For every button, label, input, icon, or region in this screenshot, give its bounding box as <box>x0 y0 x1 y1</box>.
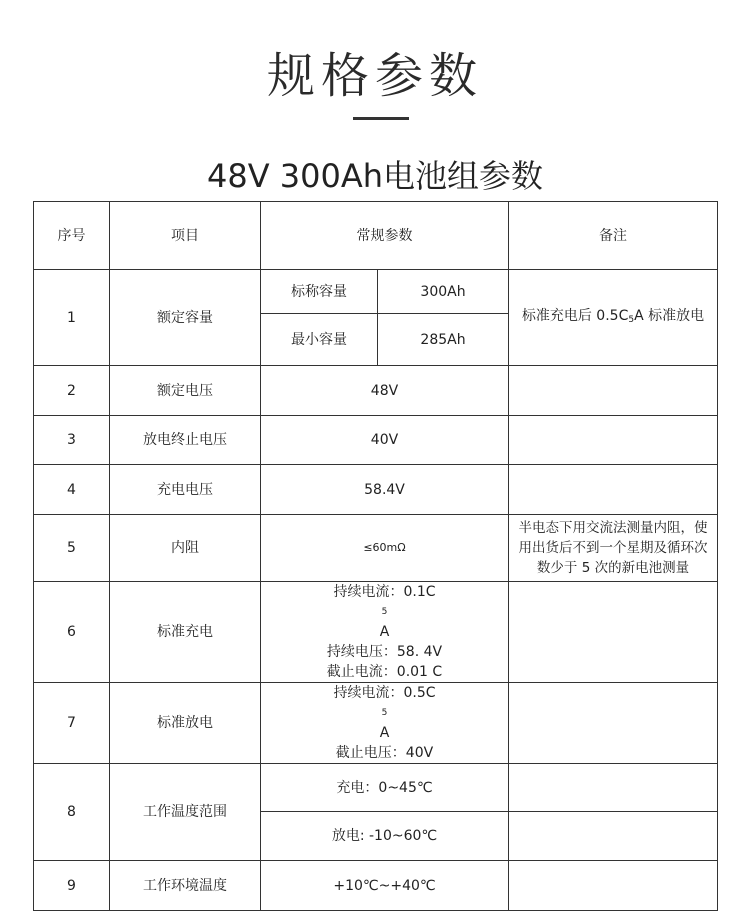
value-line <box>263 683 506 743</box>
remark-line: 数少于 5 次的新电池测量 <box>536 560 690 576</box>
page-title: 规格参数 <box>266 48 483 104</box>
row-no: 5 <box>34 515 110 582</box>
subscript: 5 <box>628 314 635 325</box>
table-row <box>34 515 718 582</box>
row-value <box>261 683 509 764</box>
row-value: 48V <box>261 366 509 416</box>
row-item: 标准充电 <box>110 582 261 683</box>
value-line: 持续电压：58. 4V <box>326 644 443 660</box>
value-line: 截止电流：0.01 C <box>326 664 443 680</box>
row-item: 工作温度范围 <box>110 764 261 861</box>
sub-value: 285Ah <box>378 314 509 366</box>
value-line <box>263 582 506 642</box>
row-item: 工作环境温度 <box>110 861 261 911</box>
sub-value: 300Ah <box>378 270 509 314</box>
row-value: 40V <box>261 416 509 465</box>
row-item: 内阻 <box>110 515 261 582</box>
remark-text: A 标准放电 <box>634 307 705 324</box>
header-no: 序号 <box>34 202 110 270</box>
row-value: ≤60mΩ <box>261 515 509 582</box>
remark-line: 用出货后不到一个星期及循环次 <box>518 540 708 556</box>
table-row <box>34 465 718 515</box>
table-row <box>34 366 718 416</box>
value-text: A <box>379 725 390 741</box>
row-no: 8 <box>34 764 110 861</box>
value-text: 持续电流：0.1C <box>333 584 436 600</box>
row-value <box>261 582 509 683</box>
spec-table <box>33 201 718 911</box>
title-underline <box>353 117 409 120</box>
row-remark <box>509 582 718 683</box>
row-no: 2 <box>34 366 110 416</box>
table-row <box>34 582 718 683</box>
row-value-discharge: 放电: -10~60℃ <box>261 812 509 861</box>
remark-line: 半电态下用交流法测量内阻，使 <box>518 520 708 536</box>
row-remark <box>509 465 718 515</box>
row-no: 9 <box>34 861 110 911</box>
header-item: 项目 <box>110 202 261 270</box>
row-remark <box>509 683 718 764</box>
header-remarks: 备注 <box>509 202 718 270</box>
table-row <box>34 683 718 764</box>
remark-text: 标准充电后 0.5C <box>521 307 629 324</box>
row-remark <box>509 366 718 416</box>
row-remark <box>509 416 718 465</box>
row-no: 4 <box>34 465 110 515</box>
row-item: 标准放电 <box>110 683 261 764</box>
row-no: 6 <box>34 582 110 683</box>
table-row <box>34 270 718 314</box>
subscript: 5 <box>381 607 388 617</box>
sub-label: 最小容量 <box>261 314 378 366</box>
row-remark <box>509 270 718 366</box>
value-line: 截止电压：40V <box>335 745 434 761</box>
header-params: 常规参数 <box>261 202 509 270</box>
table-title: 48V 300Ah电池组参数 <box>206 157 544 195</box>
row-item: 放电终止电压 <box>110 416 261 465</box>
value-text: A <box>379 624 390 640</box>
row-no: 1 <box>34 270 110 366</box>
row-item: 额定电压 <box>110 366 261 416</box>
row-no: 3 <box>34 416 110 465</box>
table-header-row <box>34 202 718 270</box>
table-row <box>34 764 718 812</box>
subscript: 5 <box>381 708 388 718</box>
row-value: 58.4V <box>261 465 509 515</box>
row-no: 7 <box>34 683 110 764</box>
row-remark <box>509 764 718 812</box>
row-remark <box>509 812 718 861</box>
row-value: +10℃~+40℃ <box>261 861 509 911</box>
value-text: 持续电流：0.5C <box>333 685 436 701</box>
table-row <box>34 861 718 911</box>
row-item: 额定容量 <box>110 270 261 366</box>
row-remark <box>509 515 718 582</box>
sub-label: 标称容量 <box>261 270 378 314</box>
row-remark <box>509 861 718 911</box>
row-item: 充电电压 <box>110 465 261 515</box>
row-value-charge: 充电：0~45℃ <box>261 764 509 812</box>
table-row <box>34 416 718 465</box>
